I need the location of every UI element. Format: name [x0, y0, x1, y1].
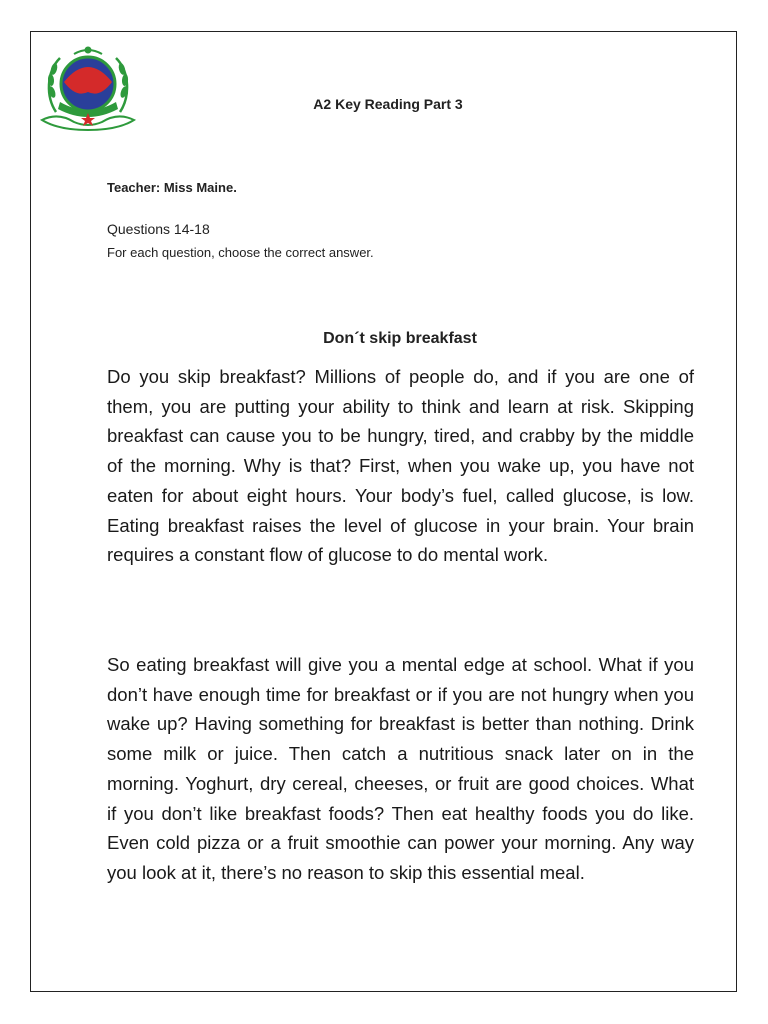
questions-range: Questions 14-18: [107, 221, 210, 237]
article-paragraph-2: So eating breakfast will give you a mental edge at school. What if you don’t have enough time for breakfast or if you are not hungry when you wake up? Having something for breakfast is better than nothing. Drink some milk or juice. Then catch a nutritious snack later on in the morning. Yoghurt, dry cereal, cheeses, or fruit are good choices. What if you don’t like breakfast foods? Then eat healthy foods you do like. Even cold pizza or a fruit smoothie can power your morning. Any way you look at it, there’s no reason to skip this essential meal.: [107, 654, 694, 883]
teacher-name: Teacher: Miss Maine.: [107, 180, 237, 195]
document-title: A2 Key Reading Part 3: [313, 96, 463, 112]
article-title: Don´t skip breakfast: [323, 330, 477, 347]
logo-emblem-icon: [38, 42, 138, 134]
instructions: For each question, choose the correct answer.: [107, 245, 374, 260]
school-logo: [38, 42, 138, 134]
article-paragraph-1: Do you skip breakfast? Millions of people do, and if you are one of them, you are putting your ability to think and learn at risk. Skipping breakfast can cause you to be hungry, tired, and crabby by the middle of the morning. Why is that? First, when you wake up, you have not eaten for about eight hours. Your body’s fuel, called glucose, is low. Eating breakfast raises the level of glucose in your brain. Your brain requires a constant flow of glucose to do mental work.: [107, 366, 694, 566]
